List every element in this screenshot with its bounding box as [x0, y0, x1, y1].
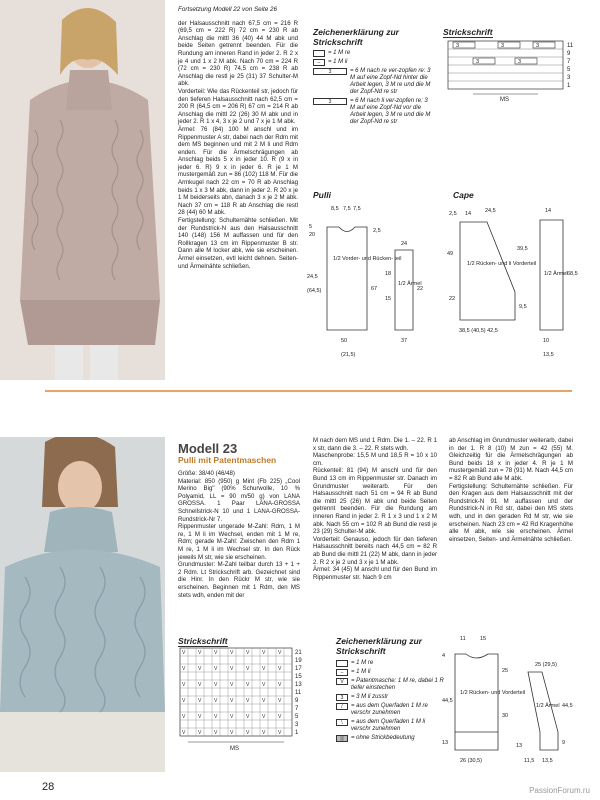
- svg-text:V: V: [198, 730, 202, 736]
- dim: 50: [341, 338, 348, 344]
- schema-label: 1/2 Ärmel: [398, 281, 422, 287]
- bottom-legend-title: Zeichenerklärung zur Strickschrift: [336, 636, 422, 656]
- chart-row-label: 5: [567, 67, 571, 73]
- legend-symbol: –: [336, 669, 348, 676]
- chart-ms-label: MS: [500, 97, 509, 103]
- legend-symbol: /: [336, 703, 348, 710]
- dim: 15: [480, 636, 487, 642]
- dim: 7,5: [353, 206, 361, 212]
- svg-text:V: V: [246, 666, 250, 672]
- svg-text:V: V: [278, 650, 282, 656]
- svg-text:3: 3: [476, 59, 480, 65]
- chart-row-label: 9: [567, 51, 571, 57]
- svg-text:V: V: [246, 714, 250, 720]
- dim: 20: [309, 232, 316, 238]
- chart-row-label: 1: [567, 83, 571, 89]
- schema-label: 1/2 Rücken- und Vorderteil: [460, 690, 526, 696]
- legend-item: [313, 50, 433, 57]
- cape-title: Cape: [453, 190, 474, 200]
- dim: (64,5): [307, 288, 322, 294]
- dim: 2,5: [373, 228, 381, 234]
- paragraph: Fertigstellung: Schulternähte schließen. Für den Kragen aus dem Halsausschnitt mit der Rundstrick-N 91 M auffassen und der Rundstrick-N in Rd str, dabei den MS stets wdh, und in den geraden Rd M str, wie sie erscheinen. Nach 23 cm = 42 Rd Kragenhöhe alle M abk, wie sie erscheinen. Ärmel einsetzen, Seiten- und Ärmelnähte schließen.: [449, 482, 573, 543]
- dim: 24,5: [307, 274, 318, 280]
- paragraph: Maschenprobe: 15,5 M und 18,5 R = 10 x 10 cm.: [313, 452, 437, 467]
- svg-text:V: V: [182, 730, 186, 736]
- top-legend-title: Zeichenerklärung zur Strickschrift: [313, 27, 399, 47]
- bottom-chart-title: Strickschrift: [178, 636, 228, 646]
- paragraph: Grundmuster: M-Zahl teilbar durch 13 + 1 + 2 Rdm. Lt Strickschrift arb. Gezeichnet sind die Hinr. In den Rückr M str, wie sie erscheinen. Beginnen mit 1 Rdm, den MS stets wdh, enden mit der: [178, 561, 300, 599]
- watermark: PassionForum.ru: [529, 786, 590, 795]
- legend-symbol: [336, 660, 348, 667]
- paragraph: Material: 850 (950) g Mint (Fb 225) „Cool Merino Big" (90% Schurwolle, 10 % Polyamid, LL = 90 m/50 g) von LANA GROSSA. 1 Paar LANA-GROSSA Schnellstrick-N 10 und 1 LANA-GROSSA-Rundstrick-Nr 7.: [178, 477, 300, 523]
- cape-schematic: [445, 200, 590, 365]
- top-knit-chart: [443, 38, 583, 103]
- pulli-title: Pulli: [313, 190, 331, 200]
- chart-row-label: 7: [295, 706, 299, 712]
- legend-symbol: 3: [313, 98, 347, 105]
- dim: 13: [516, 743, 523, 749]
- bottom-text-column-2: [313, 437, 437, 581]
- legend-text: = 1 M re: [351, 660, 374, 666]
- paragraph: Ärmel: 76 (84) 100 M anschl und im Rippenmuster A str, dabei nach der Rdm mit dem MS beginnen und mit 2 M li und Rdm enden. Für die Ärmelschrägungen ab Anschlag beids 5 x in jeder 10. R (9 x in jeder 6. R) 9 x in jeder 6. R je 1 M mustergemäß zun = 86 (102) 118 M. Für die Armkugel nach 22 cm = 70 R ab Anschlag beids 1 x 3 M abk, dann in jeder 2. R 20 x je 1 M beiderseits abn, danach 3 x je 2 M abk. Nach 37 cm = 118 R ab Anschlag die restl 28 (44) 60 M abk.: [178, 125, 298, 217]
- svg-text:V: V: [214, 714, 218, 720]
- chart-row-label: 17: [295, 666, 302, 672]
- paragraph: ab Anschlag im Grundmuster weiterarb, dabei in der 1. R 8 (10) M zun = 42 (55) M. Gleichzeitig für die Ärmelschrägungen ab Bund beids 18 x in jeder 4. R je 1 M mustergemäß zun = 78 (91) M. Nach 44,5 cm = 82 R ab Bund alle M abk.: [449, 437, 573, 482]
- dim: 11: [460, 636, 466, 642]
- dim: 14: [545, 208, 552, 214]
- svg-text:V: V: [214, 666, 218, 672]
- legend-symbol: ▒: [336, 735, 348, 742]
- svg-text:V: V: [278, 714, 282, 720]
- legend-text: = 1 M li: [328, 59, 348, 65]
- svg-text:V: V: [262, 650, 266, 656]
- dim: 44,5: [562, 703, 573, 709]
- svg-text:V: V: [278, 666, 282, 672]
- top-legend: [313, 50, 433, 128]
- dim: 14: [465, 211, 472, 217]
- schema-label: 1/2 Vorder- und Rücken- teil: [333, 256, 402, 262]
- svg-text:V: V: [278, 698, 282, 704]
- schema-label: 1/2 Ärmel: [536, 703, 560, 709]
- section-divider: [45, 390, 572, 392]
- legend-item: [336, 660, 444, 667]
- dim: 25: [502, 668, 509, 674]
- svg-text:3: 3: [501, 43, 505, 49]
- svg-text:V: V: [182, 714, 186, 720]
- dim: 4: [442, 653, 446, 659]
- svg-text:V: V: [214, 698, 218, 704]
- chart-row-label: 5: [295, 714, 299, 720]
- legend-text: = 1 M li: [351, 669, 371, 675]
- legend-text: = aus dem Querfaden 1 M re verschr zunehmen: [351, 703, 428, 716]
- svg-text:V: V: [278, 682, 282, 688]
- legend-item: [336, 719, 444, 733]
- chart-row-label: 13: [295, 682, 302, 688]
- legend-text: = ohne Strickbedeutung: [351, 735, 415, 741]
- svg-text:V: V: [230, 650, 234, 656]
- dim: 39,5: [517, 246, 528, 252]
- dim: 37: [401, 338, 408, 344]
- dim: 5: [309, 224, 313, 230]
- chart-row-label: 21: [295, 650, 302, 656]
- svg-text:V: V: [262, 698, 266, 704]
- bottom-legend: [336, 660, 444, 744]
- svg-text:3: 3: [536, 43, 540, 49]
- svg-text:V: V: [262, 714, 266, 720]
- dim: 8,5: [331, 206, 339, 212]
- svg-text:V: V: [230, 730, 234, 736]
- paragraph: Rippenmuster ungerade M-Zahl: Rdm, 1 M re, 1 M li im Wechsel, enden mit 1 M re, Rdm; gerade M-Zahl: Zwischen den Rdm 1 M re, 1 M li im Wechsel str. In den Rück jeweils M str, wie sie erscheinen.: [178, 523, 300, 561]
- dim: 7,5: [343, 206, 351, 212]
- paragraph: Vorderteil: Wie das Rückenteil str, jedoch für den tieferen Halsausschnitt nach 62,5 cm = 200 R (64,5 cm = 206 R) 67 cm = 214 R ab Anschlag die mittl 22 (26) 30 M abk und in jeder 2. R 1 x 4, 3 x je 2 und 7 x je 1 M abk.: [178, 87, 298, 126]
- dim: 24,5: [485, 208, 496, 214]
- dim: 10: [543, 338, 550, 344]
- bottom-knit-chart: [178, 646, 313, 761]
- legend-item: [313, 68, 433, 96]
- legend-text: = 6 M nach li ver-zopfen re: 3 M auf eine Zopf-Nd vor die Arbeit legen, 3 M re und die M der Zopf-Nd re str: [350, 98, 431, 125]
- svg-text:V: V: [262, 730, 266, 736]
- paragraph: Rückenteil: 81 (94) M anschl und für den Bund 13 cm im Rippenmuster str. Danach im Grundmuster weiterarb. Für den Halsausschnitt nach 51 cm = 94 R ab Bund die mittl 25 (26) M abk und beide Seiten getrennt beenden. Für die Rundung am inneren Rand in jeder 2. R 1 x 3 und 1 x 2 M abk. Nach 55 cm = 102 R ab Bund die restl je 23 (29) Schulter-M abk.: [313, 467, 437, 536]
- dim: 30: [502, 713, 509, 719]
- dim: 25 (29,5): [535, 662, 558, 668]
- dim: 49: [447, 251, 454, 257]
- legend-symbol: V: [336, 678, 348, 685]
- dim: 67: [371, 286, 378, 292]
- legend-item: [336, 678, 444, 692]
- dim: 26 (30,5): [460, 758, 483, 764]
- legend-text: = 3 M li zusstr: [351, 694, 389, 700]
- paragraph: Vorderteil: Genauso, jedoch für den tieferen Halsausschnitt bereits nach 44,5 cm = 82 R ab Bund die mittl 21 (22) M abk, dann in jeder 2. R 2 x je 2 und 3 x je 1 M abk.: [313, 535, 437, 566]
- svg-text:V: V: [198, 666, 202, 672]
- legend-text: = 6 M nach re ver-zopfen re: 3 M auf eine Zopf-Nd hinter die Arbeit legen, 3 M re und die M der Zopf-Nd re str: [350, 68, 431, 95]
- dim: 13: [442, 740, 449, 746]
- svg-text:V: V: [246, 730, 250, 736]
- legend-symbol: –: [313, 59, 325, 66]
- svg-text:V: V: [262, 666, 266, 672]
- schema-label: 1/2 Rücken- und li Vorderteil: [467, 261, 537, 267]
- legend-text: = aus dem Querfaden 1 M li verschr zunehmen: [351, 719, 426, 732]
- chart-row-label: 19: [295, 658, 302, 664]
- svg-text:V: V: [278, 730, 282, 736]
- page-number: 28: [42, 781, 55, 793]
- paragraph: Größe: 38/40 (46/48): [178, 470, 235, 477]
- schema-label: 1/2 Ärmel: [544, 271, 568, 277]
- model-title: Modell 23: [178, 441, 238, 456]
- svg-text:V: V: [214, 650, 218, 656]
- dim: 18: [385, 271, 392, 277]
- chart-row-label: 11: [567, 43, 574, 49]
- svg-text:3: 3: [456, 43, 460, 49]
- svg-text:V: V: [182, 666, 186, 672]
- chart-row-label: 15: [295, 674, 302, 680]
- dim: 68,5: [567, 271, 578, 277]
- legend-item: [313, 59, 433, 66]
- chart-row-label: 1: [295, 730, 299, 736]
- model-23-schematic: [440, 632, 590, 777]
- svg-text:3: 3: [518, 59, 522, 65]
- pulli-schematic: [305, 200, 445, 365]
- svg-text:V: V: [198, 714, 202, 720]
- paragraph: Ärmel: 34 (45) M anschl und für den Bund im Rippenmuster str. Nach 9 cm: [313, 566, 437, 581]
- svg-text:V: V: [230, 714, 234, 720]
- chart-ms-label: MS: [230, 746, 239, 752]
- dim: 38,5 (40,5) 42,5: [459, 328, 498, 334]
- chart-row-label: 9: [295, 698, 299, 704]
- model-23-photo: [0, 437, 165, 772]
- paragraph: Fertigstellung: Schulternähte schließen. Mit der Rundstrick-N aus den Halsausschnitt 140 (148) 156 M auffassen und für den Rollkragen 13 cm im Rippenmuster B str. Dann alle M locker abk, wie sie erscheinen. Ärmel einsetzen, evtl leicht dehnen. Seiten- und Ärmelnähte schließen.: [178, 217, 298, 270]
- dim: 9,5: [519, 304, 527, 310]
- legend-item: [336, 735, 444, 742]
- top-text-column: [178, 6, 298, 270]
- legend-item: [336, 694, 444, 701]
- dim: 11,5: [524, 758, 535, 764]
- legend-item: [336, 669, 444, 676]
- continuation-note: Fortsetzung Modell 22 von Seite 26: [178, 6, 278, 13]
- dim: 44,5: [442, 698, 453, 704]
- svg-text:V: V: [230, 666, 234, 672]
- model-subtitle: Pulli mit Patentmaschen: [178, 455, 277, 465]
- svg-text:V: V: [214, 682, 218, 688]
- model-22-photo: [0, 0, 165, 380]
- svg-text:V: V: [246, 650, 250, 656]
- svg-text:V: V: [214, 730, 218, 736]
- svg-text:V: V: [230, 698, 234, 704]
- bottom-text-column-3: [449, 437, 573, 543]
- legend-item: [313, 98, 433, 126]
- top-chart-title: Strickschrift: [443, 27, 493, 37]
- legend-item: [336, 703, 444, 717]
- svg-text:V: V: [198, 698, 202, 704]
- legend-symbol: 3: [313, 68, 347, 75]
- paragraph: M nach dem MS und 1 Rdm. Die 1. – 22. R 1 x str, dann die 3. – 22. R stets wdh.: [313, 437, 437, 452]
- svg-text:V: V: [246, 682, 250, 688]
- svg-text:V: V: [182, 650, 186, 656]
- svg-text:V: V: [246, 698, 250, 704]
- chart-row-label: 3: [295, 722, 299, 728]
- chart-row-label: 11: [295, 690, 302, 696]
- dim: (21,5): [341, 352, 356, 358]
- dim: 13,5: [543, 352, 554, 358]
- svg-text:V: V: [182, 682, 186, 688]
- dim: 22: [449, 296, 456, 302]
- legend-symbol: 3: [336, 694, 348, 701]
- svg-text:V: V: [182, 698, 186, 704]
- bottom-text-column-1: [178, 470, 300, 599]
- chart-row-label: 7: [567, 59, 571, 65]
- dim: 15: [385, 296, 392, 302]
- legend-text: = Patentmasche: 1 M re, dabei 1 R tiefer einstechen: [351, 678, 444, 691]
- legend-symbol: [313, 50, 325, 57]
- svg-text:V: V: [198, 650, 202, 656]
- legend-text: = 1 M re: [328, 50, 351, 56]
- svg-text:V: V: [262, 682, 266, 688]
- svg-text:V: V: [230, 682, 234, 688]
- dim: 13,5: [542, 758, 553, 764]
- svg-text:V: V: [198, 682, 202, 688]
- chart-row-label: 3: [567, 75, 571, 81]
- paragraph: der Halsausschnitt nach 67,5 cm = 216 R (69,5 cm = 222 R) 72 cm = 230 R ab Anschlag die mittl 36 (40) 44 M abk und beide Seiten getrennt beenden. Für die Rundung am inneren Rand in jeder 2. R 2 x je 4 und 1 x 2 M abk. Nach 70 cm = 224 R (72 cm = 230 R) 74,5 cm = 238 R ab Anschlag die restl je 25 (31) 37 Schulter-M abk.: [178, 19, 298, 88]
- dim: 2,5: [449, 211, 457, 217]
- legend-symbol: \: [336, 719, 348, 726]
- dim: 24: [401, 241, 408, 247]
- dim: 9: [562, 740, 566, 746]
- dim: 22: [417, 286, 424, 292]
